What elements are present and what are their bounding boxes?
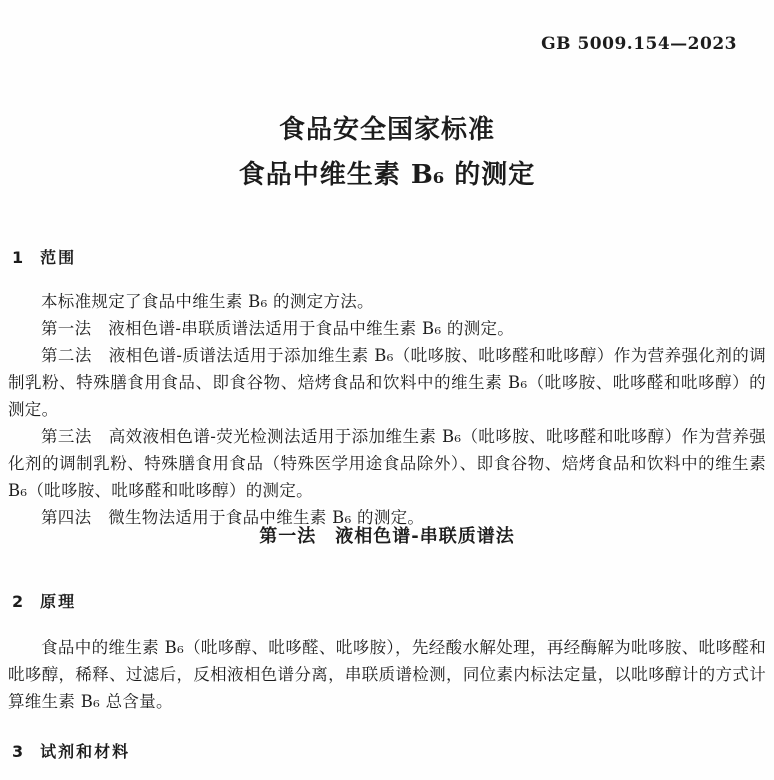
section-heading-scope [12, 250, 76, 266]
scope-paragraphs [8, 288, 766, 531]
section-number: 1 [12, 248, 24, 267]
standard-subtitle [0, 162, 774, 188]
section-title: 试剂和材料 [40, 742, 131, 761]
subtitle-suffix: 的测定 [444, 160, 536, 190]
section-number: 2 [12, 592, 24, 611]
subtitle-prefix: 食品中维生素 [238, 160, 411, 190]
section-heading-reagents [12, 744, 130, 760]
scope-paragraph-2: 第一法 液相色谱-串联质谱法适用于食品中维生素 B₆ 的测定。 [41, 319, 515, 338]
scope-paragraph-1: 本标准规定了食品中维生素 B₆ 的测定方法。 [41, 292, 374, 311]
section-heading-principle [12, 594, 76, 610]
document-code: GB 5009.154—2023 [541, 34, 737, 54]
section-title: 范围 [40, 248, 77, 267]
principle-paragraph: 食品中的维生素 B₆（吡哆醇、吡哆醛、吡哆胺），先经酸水解处理，再经酶解为吡哆胺、吡哆醛和吡哆醇，稀释、过滤后，反相液相色谱分离，串联质谱检测，同位素内标法定量，以吡哆醇计的方式计算维生素 B₆ 总含量。 [8, 638, 766, 711]
method1-heading: 第一法 液相色谱-串联质谱法 [259, 526, 515, 547]
scope-paragraph-3: 第二法 液相色谱-质谱法适用于添加维生素 B₆（吡哆胺、吡哆醛和吡哆醇）作为营养强化剂的调制乳粉、特殊膳食用食品、即食谷物、焙烤食品和饮料中的维生素 B₆（吡哆胺、吡哆醛和吡哆醇）的测定。 [8, 346, 766, 419]
scope-paragraph-5: 第四法 微生物法适用于食品中维生素 B₆ 的测定。 [41, 508, 425, 527]
subtitle-vitamin-b6: B₆ [410, 160, 445, 190]
scope-paragraph-4: 第三法 高效液相色谱-荧光检测法适用于添加维生素 B₆（吡哆胺、吡哆醛和吡哆醇）作为营养强化剂的调制乳粉、特殊膳食用食品（特殊医学用途食品除外）、即食谷物、焙烤食品和饮料中的维生素 B₆（吡哆胺、吡哆醛和吡哆醇）的测定。 [8, 427, 766, 500]
standard-title: 食品安全国家标准 [278, 115, 495, 145]
section-title: 原理 [40, 592, 77, 611]
principle-paragraph-block [8, 634, 766, 715]
section-number: 3 [12, 742, 24, 761]
